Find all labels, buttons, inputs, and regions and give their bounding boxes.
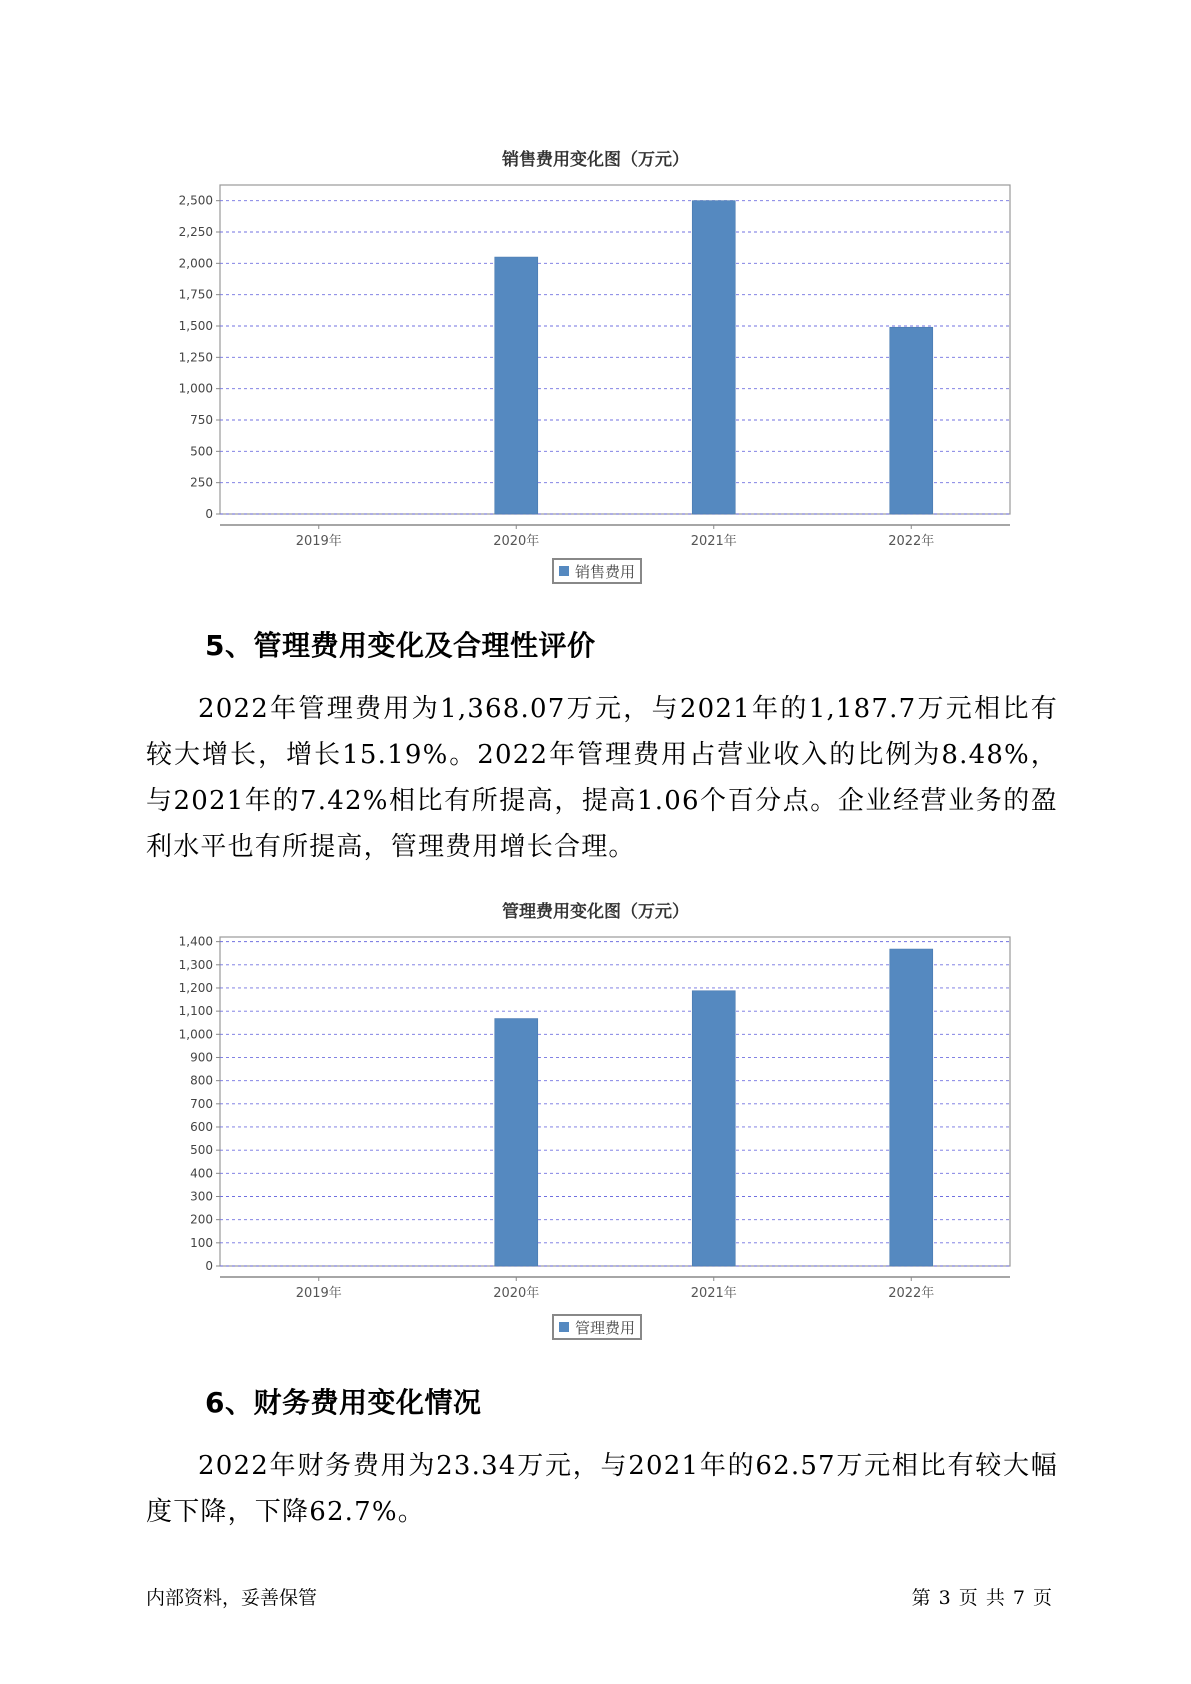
bar (692, 991, 735, 1266)
y-tick-label: 500 (190, 444, 213, 459)
y-tick-label: 100 (190, 1235, 213, 1250)
y-tick-label: 1,300 (178, 957, 213, 972)
y-tick-label: 0 (205, 507, 213, 521)
y-tick-label: 1,400 (178, 934, 213, 949)
section-6-paragraph: 2022年财务费用为23.34万元，与2021年的62.57万元相比有较大幅度下降，下降62.7%。 (146, 1451, 1058, 1527)
y-tick-label: 200 (190, 1212, 213, 1227)
bar (495, 1019, 538, 1266)
x-tick-label: 2019年 (295, 534, 342, 549)
y-tick-label: 900 (190, 1050, 213, 1065)
x-tick-label: 2019年 (295, 1286, 342, 1301)
legend-swatch (559, 1322, 569, 1332)
section-5-paragraph: 2022年管理费用为1,368.07万元，与2021年的1,187.7万元相比有较大增长，增长15.19%。2022年管理费用占营业收入的比例为8.48%，与2021年的7.42%相比有所提高，提高1.06个百分点。企业经营业务的盈利水平也有所提高，管理费用增长合理。 (146, 694, 1058, 862)
y-tick-label: 800 (190, 1073, 213, 1088)
bar (890, 949, 933, 1266)
y-tick-label: 1,100 (178, 1004, 213, 1019)
y-tick-label: 1,750 (178, 287, 213, 302)
y-tick-label: 600 (190, 1119, 213, 1134)
x-tick-label: 2021年 (690, 1286, 737, 1301)
x-tick-label: 2021年 (690, 534, 737, 549)
y-tick-label: 700 (190, 1096, 213, 1111)
y-tick-label: 1,000 (178, 1027, 213, 1042)
x-tick-label: 2020年 (493, 534, 540, 549)
section-6-heading: 6、财务费用变化情况 (205, 1386, 482, 1419)
chart-title: 管理费用变化图（万元） (502, 902, 689, 922)
x-tick-label: 2020年 (493, 1286, 540, 1301)
legend-label: 管理费用 (575, 1318, 636, 1337)
y-tick-label: 0 (205, 1259, 213, 1273)
footer-page-number: 第 3 页 共 7 页 (911, 1587, 1053, 1609)
y-tick-label: 400 (190, 1166, 213, 1181)
y-tick-label: 250 (190, 475, 213, 490)
chart-legend (552, 1314, 642, 1340)
x-tick-label: 2022年 (888, 1286, 935, 1301)
y-tick-label: 2,250 (178, 225, 213, 239)
y-tick-label: 2,500 (178, 193, 213, 208)
footer-confidential-note: 内部资料，妥善保管 (146, 1587, 318, 1609)
y-tick-label: 1,500 (178, 319, 213, 333)
y-tick-label: 1,000 (178, 381, 213, 396)
legend-label: 销售费用 (575, 562, 636, 581)
y-tick-label: 1,200 (178, 980, 213, 995)
y-tick-label: 2,000 (178, 256, 213, 271)
chart-title: 销售费用变化图（万元） (502, 150, 689, 170)
section-5-heading: 5、管理费用变化及合理性评价 (205, 629, 596, 662)
y-tick-label: 750 (190, 413, 213, 427)
y-tick-label: 1,250 (178, 350, 213, 365)
x-tick-label: 2022年 (888, 534, 935, 549)
y-tick-label: 500 (190, 1143, 213, 1158)
y-tick-label: 300 (190, 1189, 213, 1204)
